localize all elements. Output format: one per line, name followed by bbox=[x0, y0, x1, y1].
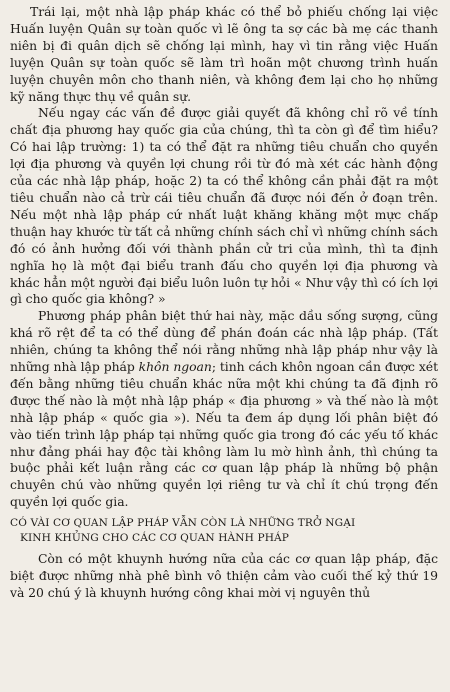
section-heading-line-1: CÓ VÀI CƠ QUAN LẬP PHÁP VẪN CÒN LÀ NHỮNG TRỞ NGẠI bbox=[10, 517, 356, 530]
section-heading-line-2: KINH KHỦNG CHO CÁC CƠ QUAN HÀNH PHÁP bbox=[20, 532, 290, 545]
section-heading bbox=[10, 516, 438, 546]
paragraph-1: Trái lại, một nhà lập pháp khác có thể bỏ phiếu chống lại việc Huấn luyện Quân sự toàn quốc vì lẽ ông ta sợ các bà mẹ các thanh niên bị đi quân dịch sẽ chống lại mình, hay vì tin rằng việc Huấn luyện Quân sự toàn quốc sẽ làm trì hoãn một chương trình huấn luyện chuyên môn cho thanh niên, và không đem lại cho họ những kỹ năng thực thụ về quân sự. bbox=[10, 4, 438, 104]
paragraph-3-text-after: ; tinh cách khôn ngoan cần được xét đến bằng những tiêu chuẩn khác nữa một khi chúng ta đã định rõ được thế nào là một nhà lập pháp « địa phương » và thế nào là một nhà lập pháp « quốc gia »). Nếu ta đem áp dụng lối phân biệt đó vào tiến trình lập pháp tại những quốc gia trong đó các yếu tố khác như đảng phái hay độc tài không làm lu mờ hình ảnh, thì chúng ta buộc phải kết luận rằng các cơ quan lập pháp là những bộ phận chuyên chú vào những quyền lợi riêng tư và chỉ ít chú trọng đến quyền lợi quốc gia. bbox=[10, 359, 439, 510]
paragraph-3 bbox=[10, 308, 438, 511]
paragraph-2: Nếu ngay các vấn đề được giải quyết đã không chỉ rõ về tính chất địa phương hay quốc gia của chúng, thì ta còn gì để tìm hiểu? Có hai lập trường: 1) ta có thể đặt ra những tiêu chuẩn cho quyền lợi địa phương và quyền lợi chung rồi từ đó mà xét các hành động của các nhà lập pháp, hoặc 2) ta có thể không cần phải đặt ra một tiêu chuẩn nào cả trừ cái tiêu chuẩn đã được nói đến ở đoạn trên. Nếu một nhà lập pháp cứ nhất luật khăng khăng một mực chấp thuận hay khước từ tất cả những chính sách chỉ vì những chính sách đó có ảnh hưởng đối với thành phần cử tri của mình, thì ta định nghĩa họ là một đại biểu tranh đấu cho quyền lợi địa phương và khác hẳn một người đại biểu luôn luôn tự hỏi « Như vậy thì có ích lợi gì cho quốc gia không? » bbox=[10, 105, 438, 307]
paragraph-3-text-before: Phương pháp phân biệt thứ hai này, mặc dầu sống sượng, cũng khá rõ rệt để ta có thể dùng để phán đoán các nhà lập pháp. (Tất nhiên, chúng ta không thể nói rằng những nhà lập pháp như vậy là những nhà lập pháp bbox=[10, 308, 438, 375]
paragraph-3-emphasis: khôn ngoan bbox=[138, 359, 212, 375]
paragraph-4: Còn có một khuynh hướng nữa của các cơ quan lập pháp, đặc biệt được những nhà phê bình vô thiện cảm vào cuối thế kỷ thứ 19 và 20 chú ý là khuynh hướng công khai mời vị nguyên thủ bbox=[10, 551, 438, 600]
